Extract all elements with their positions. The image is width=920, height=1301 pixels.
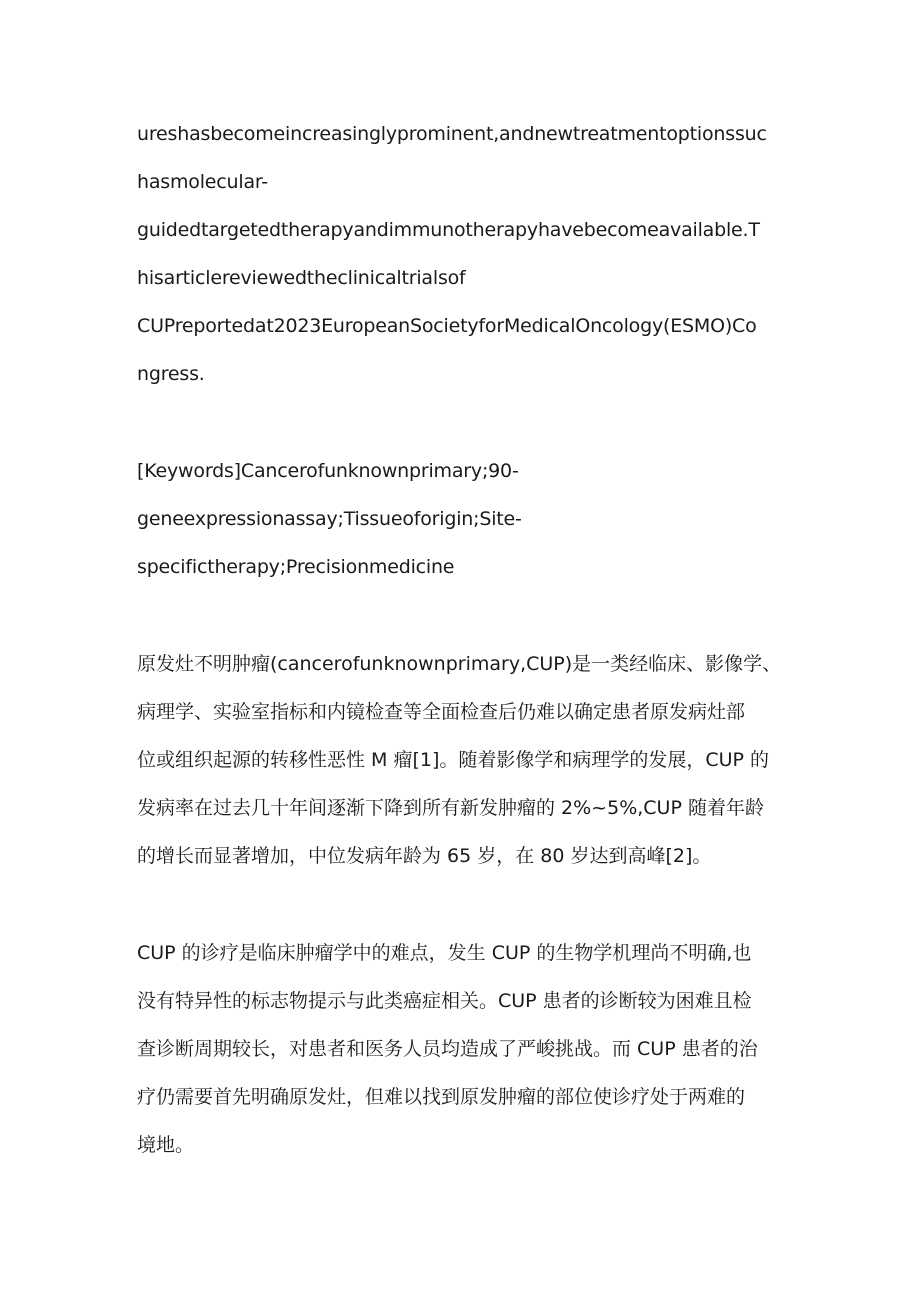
keywords-line: geneexpressionassay;Tissueoforigin;Site- (137, 508, 522, 530)
paragraph-line: 位或组织起源的转移性恶性 M 瘤[1]。随着影像学和病理学的发展，CUP 的 (137, 749, 770, 771)
paragraph-line: 病理学、实验室指标和内镜检查等全面检查后仍难以确定患者原发病灶部 (137, 701, 746, 723)
paragraph-line: 境地。 (137, 1134, 195, 1156)
abstract-line: ngress. (137, 363, 205, 385)
paragraph-line: 原发灶不明肿瘤(cancerofunknownprimary,CUP)是一类经临床、影像学、 (137, 653, 782, 675)
abstract-line: CUPreportedat2023EuropeanSocietyforMedicalOncology(ESMO)Co (137, 315, 757, 337)
keywords-line: [Keywords]Cancerofunknownprimary;90- (137, 460, 519, 482)
paragraph-line: 的增长而显著增加，中位发病年龄为 65 岁，在 80 岁达到高峰[2]。 (137, 845, 712, 867)
abstract-line: ureshasbecomeincreasinglyprominent,andnewtreatmentoptionssuc (137, 123, 767, 145)
paragraph-line: 疗仍需要首先明确原发灶，但难以找到原发肿瘤的部位使诊疗处于两难的 (137, 1086, 746, 1108)
paragraph-line: 发病率在过去几十年间逐渐下降到所有新发肿瘤的 2%~5%,CUP 随着年龄 (137, 797, 764, 819)
abstract-line: guidedtargetedtherapyandimmunotherapyhavebecomeavailable.T (137, 219, 760, 241)
paragraph-line: CUP 的诊疗是临床肿瘤学中的难点，发生 CUP 的生物学机理尚不明确,也 (137, 942, 752, 964)
abstract-line: hisarticlereviewedtheclinicaltrialsof (137, 267, 466, 289)
abstract-line: hasmolecular- (137, 171, 268, 193)
paragraph-line: 没有特异性的标志物提示与此类癌症相关。CUP 患者的诊断较为困难且检 (137, 990, 752, 1012)
paragraph-line: 查诊断周期较长，对患者和医务人员均造成了严峻挑战。而 CUP 患者的治 (137, 1038, 758, 1060)
keywords-line: specifictherapy;Precisionmedicine (137, 556, 455, 578)
